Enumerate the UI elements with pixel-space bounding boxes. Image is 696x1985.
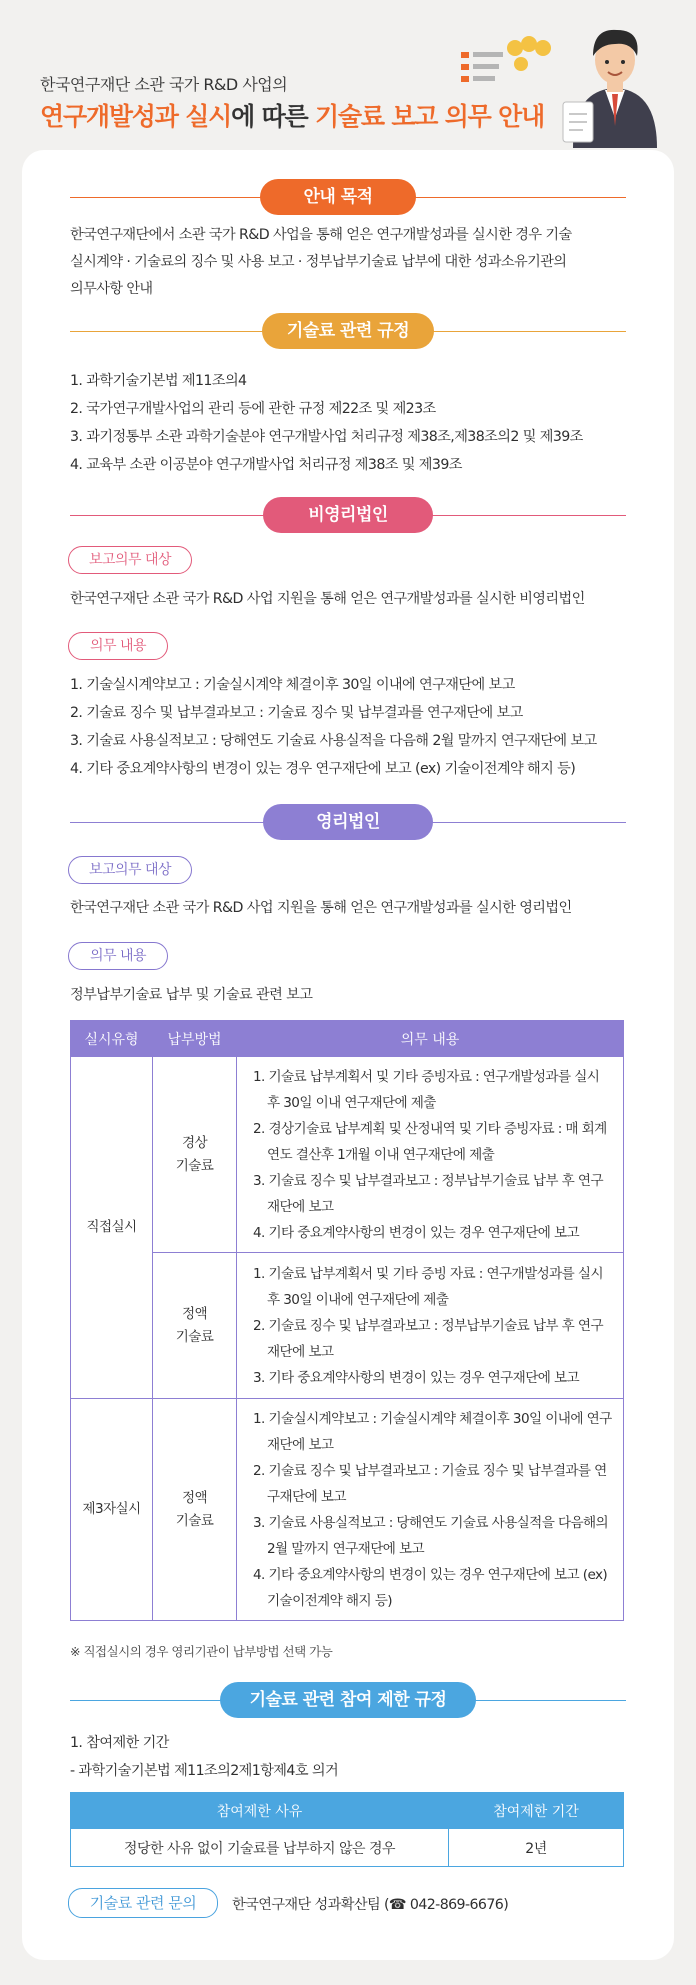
duty-item: 1. 기술실시계약보고 : 기술실시계약 체결이후 30일 이내에 연구재단에 보고 [253,1410,612,1453]
regulations-heading: 기술료 관련 규정 [262,313,434,349]
method-label: 정액 기술료 [175,1489,214,1529]
duty-item: 4. 기타 중요계약사항의 변경이 있는 경우 연구재단에 보고 (ex) 기술이전계약 해지 등) [253,1566,608,1609]
column-header: 의무 내용 [237,1021,624,1057]
type-cell: 제3자실시 [71,1399,153,1621]
column-header: 참여제한 기간 [449,1793,624,1829]
column-header: 실시유형 [71,1021,153,1057]
duty-item: 1. 기술료 납부계획서 및 기타 증빙자료 : 연구개발성과를 실시 후 30일 이내 연구재단에 제출 [253,1068,600,1111]
regulation-item: 4. 교육부 소관 이공분야 연구개발사업 처리규정 제38조 및 제39조 [70,457,462,473]
purpose-line: 실시계약 · 기술료의 징수 및 사용 보고 · 정부납부기술료 납부에 대한 성과소유기관의 [70,254,567,270]
duty-item: 2. 경상기술료 납부계획 및 산정내역 및 기타 증빙자료 : 매 회계연도 결산후 1개월 이내 연구재단에 제출 [253,1120,607,1163]
header-title-part-b: 에 따른 [231,102,315,131]
type-cell: 직접실시 [71,1057,153,1399]
duty-item: 3. 기술료 사용실적보고 : 당해연도 기술료 사용실적을 다음해의 2월 말까지 연구재단에 보고 [253,1514,609,1557]
duty-item: 2. 기술료 징수 및 납부결과보고 : 정부납부기술료 납부 후 연구재단에 보고 [253,1317,603,1360]
table-row [71,1399,624,1621]
regulation-item: 1. 과학기술기본법 제11조의4 [70,373,247,389]
regulation-item: 2. 국가연구개발사업의 관리 등에 관한 규정 제22조 및 제23조 [70,401,436,417]
nonprofit-duty-item: 2. 기술료 징수 및 납부결과보고 : 기술료 징수 및 납부결과를 연구재단에 보고 [70,705,523,721]
duty-cell [237,1253,624,1399]
purpose-text [70,222,630,303]
purpose-line: 한국연구재단에서 소관 국가 R&D 사업을 통해 얻은 연구개발성과를 실시한 경우 기술 [70,227,572,243]
purpose-heading: 안내 목적 [260,179,416,215]
nonprofit-heading: 비영리법인 [263,497,433,533]
table-row [71,1829,624,1867]
forprofit-heading: 영리법인 [263,804,433,840]
nonprofit-duty-item: 1. 기술실시계약보고 : 기술실시계약 체결이후 30일 이내에 연구재단에 보고 [70,677,515,693]
method-cell [153,1399,237,1621]
forprofit-target-text: 한국연구재단 소관 국가 R&D 사업 지원을 통해 얻은 연구개발성과를 실시한 영리법인 [70,900,572,916]
contact-text: 한국연구재단 성과확산팀 (☎ 042-869-6676) [232,1897,509,1913]
duty-cell [237,1399,624,1621]
page-header [0,0,696,150]
column-header: 납부방법 [153,1021,237,1057]
restriction-reason-cell: 정당한 사유 없이 기술료를 납부하지 않은 경우 [71,1829,449,1867]
table-row [71,1057,624,1253]
table-header-row [71,1021,624,1057]
checklist-icon [461,52,503,82]
column-header: 참여제한 사유 [71,1793,449,1829]
method-cell [153,1057,237,1253]
duty-cell [237,1057,624,1253]
contact-tag: 기술료 관련 문의 [68,1888,218,1918]
forprofit-duty-table [70,1020,624,1621]
restriction-line: - 과학기술기본법 제11조의2제1항제4호 의거 [70,1763,339,1779]
person-figure [563,30,657,148]
regulation-item: 3. 과기정통부 소관 과학기술분야 연구개발사업 처리규정 제38조,제38조의2 및 제39조 [70,429,583,445]
header-title-part-a: 연구개발성과 실시 [40,102,232,131]
nonprofit-target-tag: 보고의무 대상 [68,546,192,574]
restriction-heading: 기술료 관련 참여 제한 규정 [220,1682,476,1718]
restriction-table [70,1792,624,1867]
nonprofit-target-text: 한국연구재단 소관 국가 R&D 사업 지원을 통해 얻은 연구개발성과를 실시한 비영리법인 [70,591,585,607]
method-label: 정액 기술료 [175,1305,214,1345]
forprofit-duty-text: 정부납부기술료 납부 및 기술료 관련 보고 [70,987,313,1003]
restriction-line: 1. 참여제한 기간 [70,1735,169,1751]
forprofit-note: ※ 직접실시의 경우 영리기관이 납부방법 선택 가능 [70,1644,333,1659]
nonprofit-duty-item: 4. 기타 중요계약사항의 변경이 있는 경우 연구재단에 보고 (ex) 기술이전계약 해지 등) [70,761,576,777]
table-row [71,1253,624,1399]
header-title-part-c: 기술료 보고 의무 안내 [314,102,545,131]
duty-item: 2. 기술료 징수 및 납부결과보고 : 기술료 징수 및 납부결과를 연구재단에 보고 [253,1462,607,1505]
duty-item: 3. 기타 중요계약사항의 변경이 있는 경우 연구재단에 보고 [253,1369,580,1386]
method-label: 경상 기술료 [175,1134,214,1174]
forprofit-target-tag: 보고의무 대상 [68,856,192,884]
duty-item: 1. 기술료 납부계획서 및 기타 증빙 자료 : 연구개발성과를 실시 후 30일 이내에 연구재단에 제출 [253,1265,603,1308]
forprofit-duty-tag: 의무 내용 [68,942,168,970]
nonprofit-duty-tag: 의무 내용 [68,632,168,660]
coins-icon [507,36,551,71]
header-subtitle: 한국연구재단 소관 국가 R&D 사업의 [40,75,288,94]
method-cell [153,1253,237,1399]
nonprofit-duty-item: 3. 기술료 사용실적보고 : 당해연도 기술료 사용실적을 다음해 2월 말까지 연구재단에 보고 [70,733,597,749]
businessman-illustration [455,18,675,148]
table-header-row [71,1793,624,1829]
duty-item: 3. 기술료 징수 및 납부결과보고 : 정부납부기술료 납부 후 연구재단에 보고 [253,1172,603,1215]
restriction-period-cell: 2년 [449,1829,624,1867]
purpose-line: 의무사항 안내 [70,281,153,297]
duty-item: 4. 기타 중요계약사항의 변경이 있는 경우 연구재단에 보고 [253,1224,580,1241]
